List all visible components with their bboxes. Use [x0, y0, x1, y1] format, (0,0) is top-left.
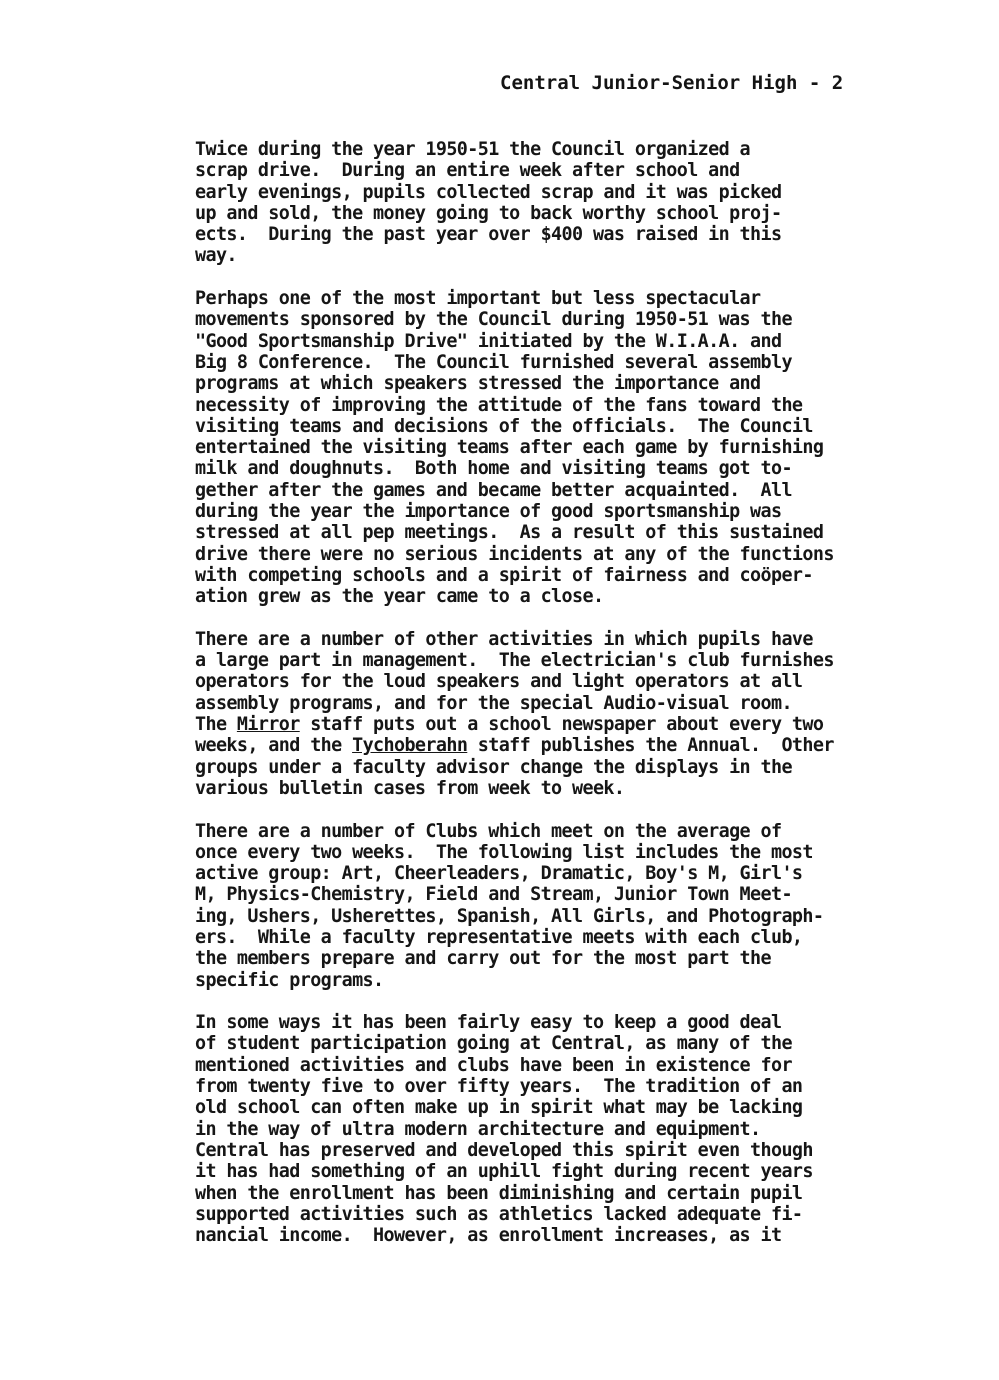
text-line: from twenty five to over fifty years. The tradition of an [195, 1076, 803, 1098]
page-header: Central Junior-Senior High - 2 [500, 72, 844, 94]
text-line: drive there were no serious incidents at any of the functions [195, 543, 834, 565]
text-line: weeks, and the Tychoberahn staff publishes the Annual. Other [195, 735, 834, 757]
paragraph-scrap-drive [195, 139, 975, 267]
text-line: of student participation going at Central, as many of the [195, 1033, 792, 1055]
text-line: with competing schools and a spirit of fairness and coöper- [195, 564, 813, 586]
text-line: Perhaps one of the most important but less spectacular [195, 288, 761, 310]
text-line: up and sold, the money going to back worthy school proj- [195, 202, 782, 224]
text-line: assembly programs, and for the special Audio-visual room. [195, 692, 792, 714]
text-line: There are a number of Clubs which meet on the average of [195, 820, 782, 842]
text-line: early evenings, pupils collected scrap and it was picked [195, 181, 782, 203]
text-line: ects. During the past year over $400 was raised in this [195, 224, 782, 246]
text-line: Central has preserved and developed this spirit even though [195, 1139, 813, 1161]
text-line: milk and doughnuts. Both home and visiting teams got to- [195, 458, 792, 480]
text-line: gether after the games and became better acquainted. All [195, 479, 792, 501]
text-line: old school can often make up in spirit what may be lacking [195, 1097, 803, 1119]
text-line: active group: Art, Cheerleaders, Dramatic, Boy's M, Girl's [195, 863, 803, 885]
text-line: "Good Sportsmanship Drive" initiated by the W.I.A.A. and [195, 330, 782, 352]
text-line: supported activities such as athletics lacked adequate fi- [195, 1203, 803, 1225]
paragraph-tradition [195, 1012, 975, 1246]
text-line: nancial income. However, as enrollment increases, as it [195, 1225, 782, 1247]
text-line: There are a number of other activities in which pupils have [195, 628, 813, 650]
text-line: Twice during the year 1950-51 the Council organized a [195, 139, 751, 160]
text-line: ers. While a faculty representative meets with each club, [195, 926, 803, 948]
text-line: entertained the visiting teams after each game by furnishing [195, 437, 824, 459]
text-line: ation grew as the year came to a close. [195, 586, 604, 608]
text-line: M, Physics-Chemistry, Field and Stream, Junior Town Meet- [195, 884, 792, 906]
text-line: movements sponsored by the Council during 1950-51 was the [195, 309, 792, 331]
text-line: ing, Ushers, Usherettes, Spanish, All Girls, and Photograph- [195, 905, 824, 927]
text-line: groups under a faculty advisor change the displays in the [195, 756, 792, 778]
text-line: necessity of improving the attitude of the fans toward the [195, 394, 803, 416]
text-line: mentioned activities and clubs have been in existence for [195, 1054, 792, 1076]
text-line: The Mirror staff puts out a school newspaper about every two [195, 714, 824, 736]
text-line: specific programs. [195, 969, 384, 991]
text-line: a large part in management. The electrician's club furnishes [195, 650, 834, 672]
text-line: in the way of ultra modern architecture and equipment. [195, 1118, 761, 1140]
text-line: once every two weeks. The following list includes the most [195, 841, 813, 863]
text-line: Big 8 Conference. The Council furnished several assembly [195, 351, 792, 373]
text-line: visiting teams and decisions of the officials. The Council [195, 415, 813, 437]
text-line: way. [195, 245, 237, 267]
text-line: scrap drive. During an entire week after school and [195, 160, 740, 182]
text-line: In some ways it has been fairly easy to keep a good deal [195, 1012, 782, 1034]
text-line: various bulletin cases from week to week. [195, 777, 625, 799]
text-line: operators for the loud speakers and light operators at all [195, 671, 803, 693]
text-line: stressed at all pep meetings. As a result of this sustained [195, 522, 824, 544]
paragraph-sportsmanship-drive [195, 288, 975, 607]
paragraph-clubs [195, 821, 975, 991]
text-line: it has had something of an uphill fight during recent years [195, 1161, 813, 1183]
text-line: when the enrollment has been diminishing and certain pupil [195, 1182, 803, 1204]
text-line: programs at which speakers stressed the importance and [195, 373, 761, 395]
text-line: the members prepare and carry out for the most part the [195, 948, 771, 970]
text-line: during the year the importance of good sportsmanship was [195, 501, 782, 523]
document-body [195, 139, 975, 1268]
paragraph-other-activities [195, 629, 975, 799]
